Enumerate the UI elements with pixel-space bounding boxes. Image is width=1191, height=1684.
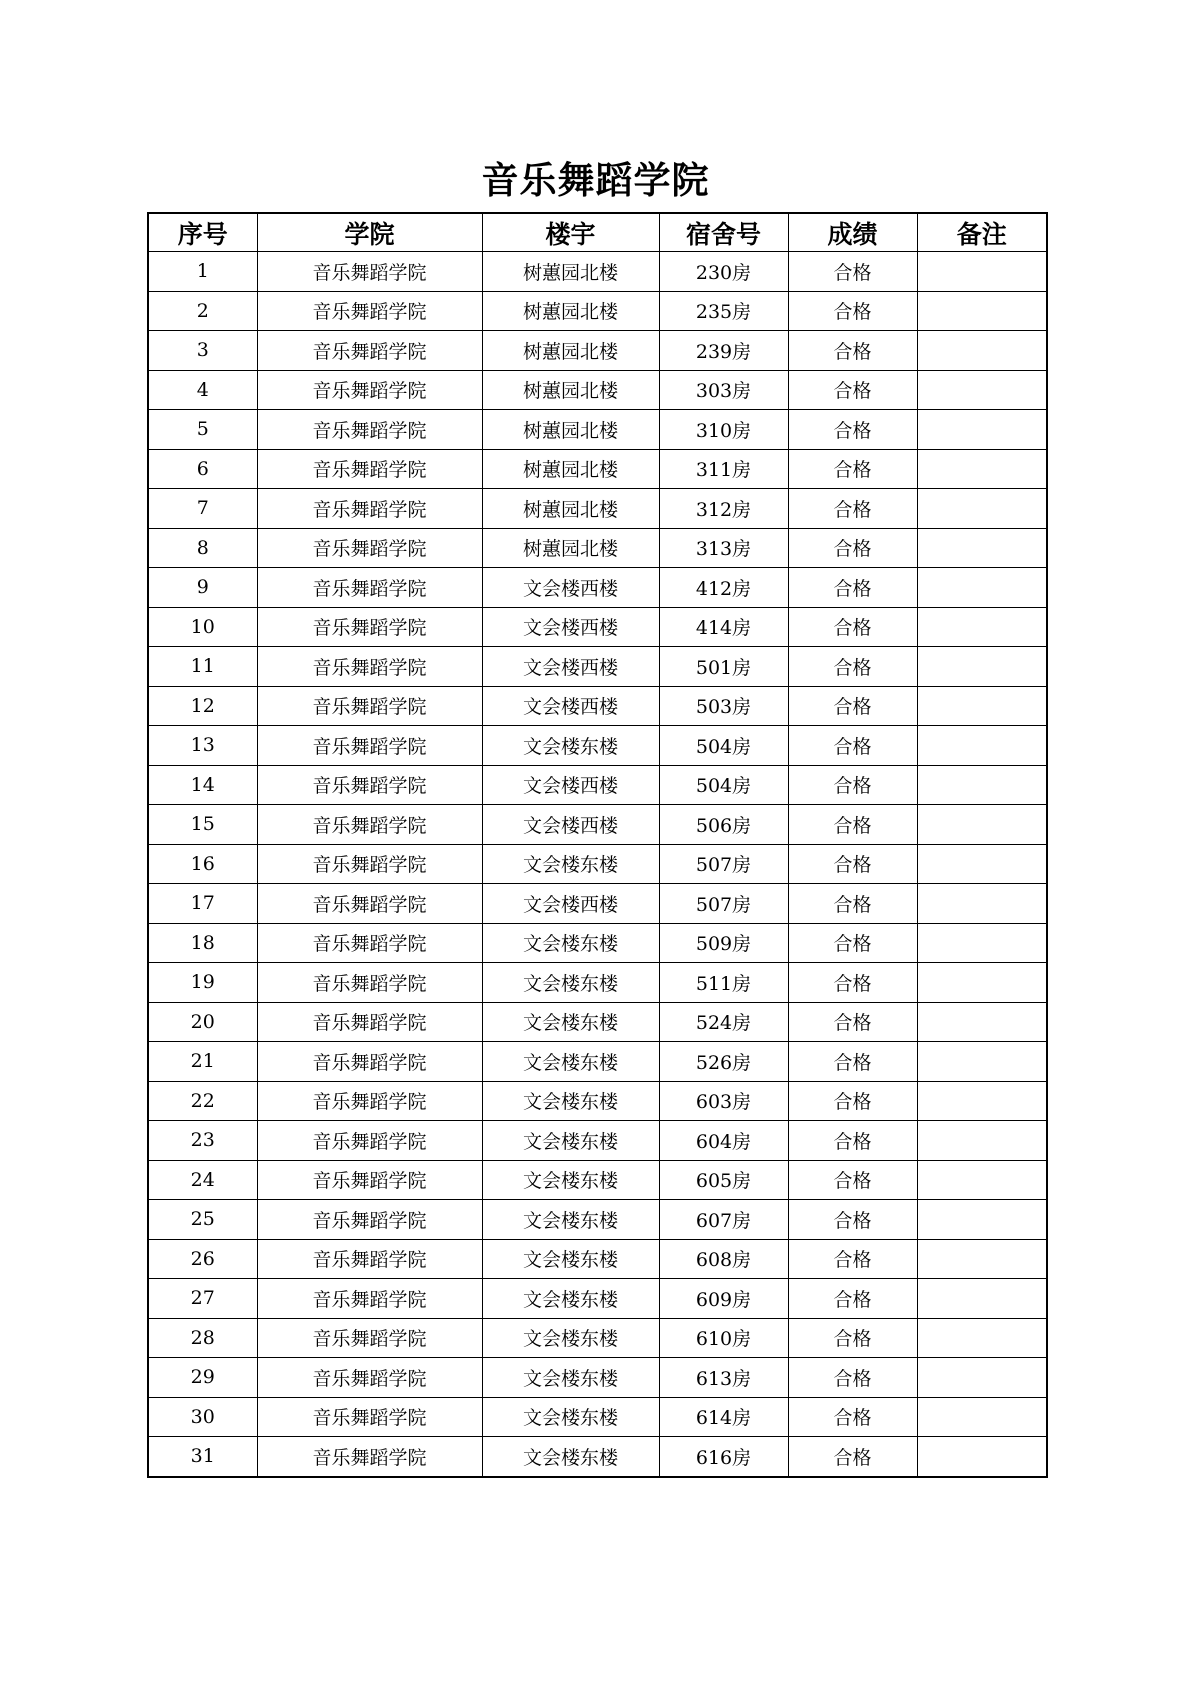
cell-remarks	[917, 1358, 1047, 1398]
cell-index: 24	[148, 1160, 257, 1200]
cell-room: 614房	[659, 1397, 788, 1437]
cell-room: 230房	[659, 252, 788, 292]
cell-room: 603房	[659, 1081, 788, 1121]
cell-building: 文会楼西楼	[482, 805, 659, 845]
cell-index: 31	[148, 1437, 257, 1477]
cell-index: 8	[148, 528, 257, 568]
cell-remarks	[917, 686, 1047, 726]
cell-room: 507房	[659, 844, 788, 884]
header-remarks: 备注	[917, 213, 1047, 252]
header-room: 宿舍号	[659, 213, 788, 252]
cell-index: 21	[148, 1042, 257, 1082]
cell-college: 音乐舞蹈学院	[257, 1200, 482, 1240]
cell-building: 树蕙园北楼	[482, 449, 659, 489]
table-row	[148, 1042, 1047, 1082]
cell-remarks	[917, 1318, 1047, 1358]
cell-remarks	[917, 489, 1047, 529]
cell-index: 13	[148, 726, 257, 766]
cell-index: 27	[148, 1279, 257, 1319]
cell-index: 5	[148, 410, 257, 450]
cell-index: 2	[148, 291, 257, 331]
cell-room: 607房	[659, 1200, 788, 1240]
cell-room: 239房	[659, 331, 788, 371]
cell-index: 10	[148, 607, 257, 647]
cell-result: 合格	[788, 923, 917, 963]
cell-index: 4	[148, 370, 257, 410]
table-row	[148, 1437, 1047, 1477]
cell-result: 合格	[788, 1081, 917, 1121]
cell-result: 合格	[788, 963, 917, 1003]
cell-room: 412房	[659, 568, 788, 608]
cell-remarks	[917, 923, 1047, 963]
table-row	[148, 1397, 1047, 1437]
cell-building: 树蕙园北楼	[482, 528, 659, 568]
cell-remarks	[917, 1397, 1047, 1437]
cell-building: 文会楼西楼	[482, 647, 659, 687]
cell-index: 18	[148, 923, 257, 963]
cell-college: 音乐舞蹈学院	[257, 1160, 482, 1200]
cell-result: 合格	[788, 449, 917, 489]
cell-college: 音乐舞蹈学院	[257, 528, 482, 568]
cell-college: 音乐舞蹈学院	[257, 726, 482, 766]
cell-room: 526房	[659, 1042, 788, 1082]
table-row	[148, 1160, 1047, 1200]
table-row	[148, 1200, 1047, 1240]
cell-room: 507房	[659, 884, 788, 924]
cell-result: 合格	[788, 884, 917, 924]
cell-result: 合格	[788, 1200, 917, 1240]
cell-college: 音乐舞蹈学院	[257, 1042, 482, 1082]
cell-college: 音乐舞蹈学院	[257, 370, 482, 410]
cell-index: 25	[148, 1200, 257, 1240]
cell-building: 文会楼东楼	[482, 726, 659, 766]
cell-building: 文会楼东楼	[482, 1279, 659, 1319]
cell-index: 28	[148, 1318, 257, 1358]
cell-college: 音乐舞蹈学院	[257, 1358, 482, 1398]
cell-building: 文会楼东楼	[482, 1239, 659, 1279]
cell-result: 合格	[788, 647, 917, 687]
cell-result: 合格	[788, 765, 917, 805]
header-index: 序号	[148, 213, 257, 252]
cell-building: 文会楼西楼	[482, 884, 659, 924]
cell-room: 235房	[659, 291, 788, 331]
cell-room: 616房	[659, 1437, 788, 1477]
header-result: 成绩	[788, 213, 917, 252]
cell-building: 文会楼西楼	[482, 607, 659, 647]
header-row	[148, 213, 1047, 252]
cell-index: 22	[148, 1081, 257, 1121]
cell-remarks	[917, 1042, 1047, 1082]
table-row	[148, 1318, 1047, 1358]
cell-college: 音乐舞蹈学院	[257, 765, 482, 805]
cell-result: 合格	[788, 1318, 917, 1358]
cell-result: 合格	[788, 291, 917, 331]
cell-remarks	[917, 647, 1047, 687]
cell-remarks	[917, 1239, 1047, 1279]
cell-result: 合格	[788, 1239, 917, 1279]
cell-result: 合格	[788, 1042, 917, 1082]
cell-remarks	[917, 1160, 1047, 1200]
cell-remarks	[917, 1279, 1047, 1319]
cell-remarks	[917, 370, 1047, 410]
cell-room: 310房	[659, 410, 788, 450]
table-row	[148, 1121, 1047, 1161]
cell-college: 音乐舞蹈学院	[257, 252, 482, 292]
table-row	[148, 884, 1047, 924]
cell-building: 文会楼东楼	[482, 1081, 659, 1121]
cell-result: 合格	[788, 1397, 917, 1437]
cell-remarks	[917, 1081, 1047, 1121]
cell-room: 506房	[659, 805, 788, 845]
cell-remarks	[917, 1002, 1047, 1042]
cell-building: 树蕙园北楼	[482, 252, 659, 292]
cell-college: 音乐舞蹈学院	[257, 607, 482, 647]
cell-college: 音乐舞蹈学院	[257, 923, 482, 963]
cell-college: 音乐舞蹈学院	[257, 1081, 482, 1121]
cell-remarks	[917, 291, 1047, 331]
cell-building: 文会楼西楼	[482, 686, 659, 726]
cell-index: 17	[148, 884, 257, 924]
cell-college: 音乐舞蹈学院	[257, 410, 482, 450]
dormitory-inspection-table	[147, 212, 1048, 1478]
table-row	[148, 686, 1047, 726]
cell-college: 音乐舞蹈学院	[257, 884, 482, 924]
cell-remarks	[917, 805, 1047, 845]
cell-college: 音乐舞蹈学院	[257, 331, 482, 371]
cell-result: 合格	[788, 568, 917, 608]
cell-index: 12	[148, 686, 257, 726]
table-row	[148, 449, 1047, 489]
cell-result: 合格	[788, 686, 917, 726]
cell-college: 音乐舞蹈学院	[257, 1397, 482, 1437]
cell-college: 音乐舞蹈学院	[257, 449, 482, 489]
cell-result: 合格	[788, 489, 917, 529]
table-row	[148, 647, 1047, 687]
cell-room: 511房	[659, 963, 788, 1003]
cell-result: 合格	[788, 844, 917, 884]
table-row	[148, 805, 1047, 845]
header-college: 学院	[257, 213, 482, 252]
cell-college: 音乐舞蹈学院	[257, 805, 482, 845]
table-row	[148, 765, 1047, 805]
cell-building: 文会楼西楼	[482, 568, 659, 608]
cell-index: 20	[148, 1002, 257, 1042]
cell-index: 16	[148, 844, 257, 884]
table-row	[148, 528, 1047, 568]
cell-remarks	[917, 331, 1047, 371]
cell-index: 9	[148, 568, 257, 608]
cell-room: 605房	[659, 1160, 788, 1200]
table-row	[148, 291, 1047, 331]
cell-building: 文会楼东楼	[482, 1437, 659, 1477]
table-row	[148, 410, 1047, 450]
cell-room: 604房	[659, 1121, 788, 1161]
cell-remarks	[917, 607, 1047, 647]
cell-room: 613房	[659, 1358, 788, 1398]
cell-index: 3	[148, 331, 257, 371]
table-row	[148, 252, 1047, 292]
cell-building: 树蕙园北楼	[482, 331, 659, 371]
cell-remarks	[917, 1200, 1047, 1240]
table-row	[148, 1358, 1047, 1398]
cell-college: 音乐舞蹈学院	[257, 647, 482, 687]
cell-remarks	[917, 963, 1047, 1003]
cell-room: 503房	[659, 686, 788, 726]
cell-room: 610房	[659, 1318, 788, 1358]
cell-college: 音乐舞蹈学院	[257, 1437, 482, 1477]
cell-building: 文会楼东楼	[482, 963, 659, 1003]
table-row	[148, 489, 1047, 529]
cell-building: 文会楼东楼	[482, 923, 659, 963]
page-title: 音乐舞蹈学院	[481, 159, 710, 202]
cell-building: 树蕙园北楼	[482, 370, 659, 410]
cell-result: 合格	[788, 528, 917, 568]
cell-result: 合格	[788, 726, 917, 766]
table-row	[148, 1239, 1047, 1279]
cell-result: 合格	[788, 410, 917, 450]
table-row	[148, 726, 1047, 766]
cell-room: 312房	[659, 489, 788, 529]
cell-result: 合格	[788, 1160, 917, 1200]
cell-room: 504房	[659, 765, 788, 805]
cell-building: 文会楼东楼	[482, 844, 659, 884]
cell-building: 文会楼东楼	[482, 1002, 659, 1042]
table-row	[148, 1002, 1047, 1042]
cell-remarks	[917, 765, 1047, 805]
cell-remarks	[917, 1437, 1047, 1477]
cell-room: 608房	[659, 1239, 788, 1279]
cell-college: 音乐舞蹈学院	[257, 1279, 482, 1319]
cell-remarks	[917, 884, 1047, 924]
cell-room: 313房	[659, 528, 788, 568]
cell-result: 合格	[788, 1358, 917, 1398]
cell-index: 23	[148, 1121, 257, 1161]
cell-index: 1	[148, 252, 257, 292]
cell-result: 合格	[788, 1437, 917, 1477]
cell-index: 30	[148, 1397, 257, 1437]
cell-building: 树蕙园北楼	[482, 291, 659, 331]
table-row	[148, 607, 1047, 647]
cell-room: 509房	[659, 923, 788, 963]
cell-result: 合格	[788, 805, 917, 845]
table-body	[148, 252, 1047, 1477]
cell-remarks	[917, 449, 1047, 489]
cell-room: 524房	[659, 1002, 788, 1042]
table-header	[148, 213, 1047, 252]
cell-college: 音乐舞蹈学院	[257, 963, 482, 1003]
cell-result: 合格	[788, 331, 917, 371]
cell-room: 311房	[659, 449, 788, 489]
cell-remarks	[917, 726, 1047, 766]
cell-result: 合格	[788, 252, 917, 292]
cell-index: 26	[148, 1239, 257, 1279]
cell-remarks	[917, 1121, 1047, 1161]
cell-room: 609房	[659, 1279, 788, 1319]
table-row	[148, 963, 1047, 1003]
cell-remarks	[917, 568, 1047, 608]
cell-building: 文会楼东楼	[482, 1042, 659, 1082]
table-row	[148, 923, 1047, 963]
cell-college: 音乐舞蹈学院	[257, 1318, 482, 1358]
cell-building: 树蕙园北楼	[482, 489, 659, 529]
table-row	[148, 331, 1047, 371]
cell-college: 音乐舞蹈学院	[257, 489, 482, 529]
cell-building: 文会楼东楼	[482, 1318, 659, 1358]
cell-index: 11	[148, 647, 257, 687]
cell-result: 合格	[788, 370, 917, 410]
cell-college: 音乐舞蹈学院	[257, 686, 482, 726]
table-row	[148, 1081, 1047, 1121]
cell-college: 音乐舞蹈学院	[257, 568, 482, 608]
cell-result: 合格	[788, 1279, 917, 1319]
table-row	[148, 370, 1047, 410]
table-row	[148, 844, 1047, 884]
header-building: 楼宇	[482, 213, 659, 252]
cell-college: 音乐舞蹈学院	[257, 844, 482, 884]
table-row	[148, 568, 1047, 608]
cell-room: 501房	[659, 647, 788, 687]
cell-building: 文会楼东楼	[482, 1200, 659, 1240]
cell-building: 文会楼东楼	[482, 1121, 659, 1161]
cell-remarks	[917, 844, 1047, 884]
cell-remarks	[917, 252, 1047, 292]
cell-college: 音乐舞蹈学院	[257, 1121, 482, 1161]
cell-result: 合格	[788, 607, 917, 647]
cell-remarks	[917, 410, 1047, 450]
cell-remarks	[917, 528, 1047, 568]
cell-building: 文会楼东楼	[482, 1397, 659, 1437]
table-row	[148, 1279, 1047, 1319]
cell-result: 合格	[788, 1121, 917, 1161]
cell-building: 文会楼西楼	[482, 765, 659, 805]
cell-building: 树蕙园北楼	[482, 410, 659, 450]
cell-building: 文会楼东楼	[482, 1160, 659, 1200]
cell-result: 合格	[788, 1002, 917, 1042]
cell-room: 303房	[659, 370, 788, 410]
cell-college: 音乐舞蹈学院	[257, 291, 482, 331]
cell-index: 19	[148, 963, 257, 1003]
cell-index: 14	[148, 765, 257, 805]
cell-index: 15	[148, 805, 257, 845]
cell-building: 文会楼东楼	[482, 1358, 659, 1398]
cell-index: 29	[148, 1358, 257, 1398]
cell-room: 414房	[659, 607, 788, 647]
cell-college: 音乐舞蹈学院	[257, 1002, 482, 1042]
cell-college: 音乐舞蹈学院	[257, 1239, 482, 1279]
cell-room: 504房	[659, 726, 788, 766]
cell-index: 6	[148, 449, 257, 489]
cell-index: 7	[148, 489, 257, 529]
